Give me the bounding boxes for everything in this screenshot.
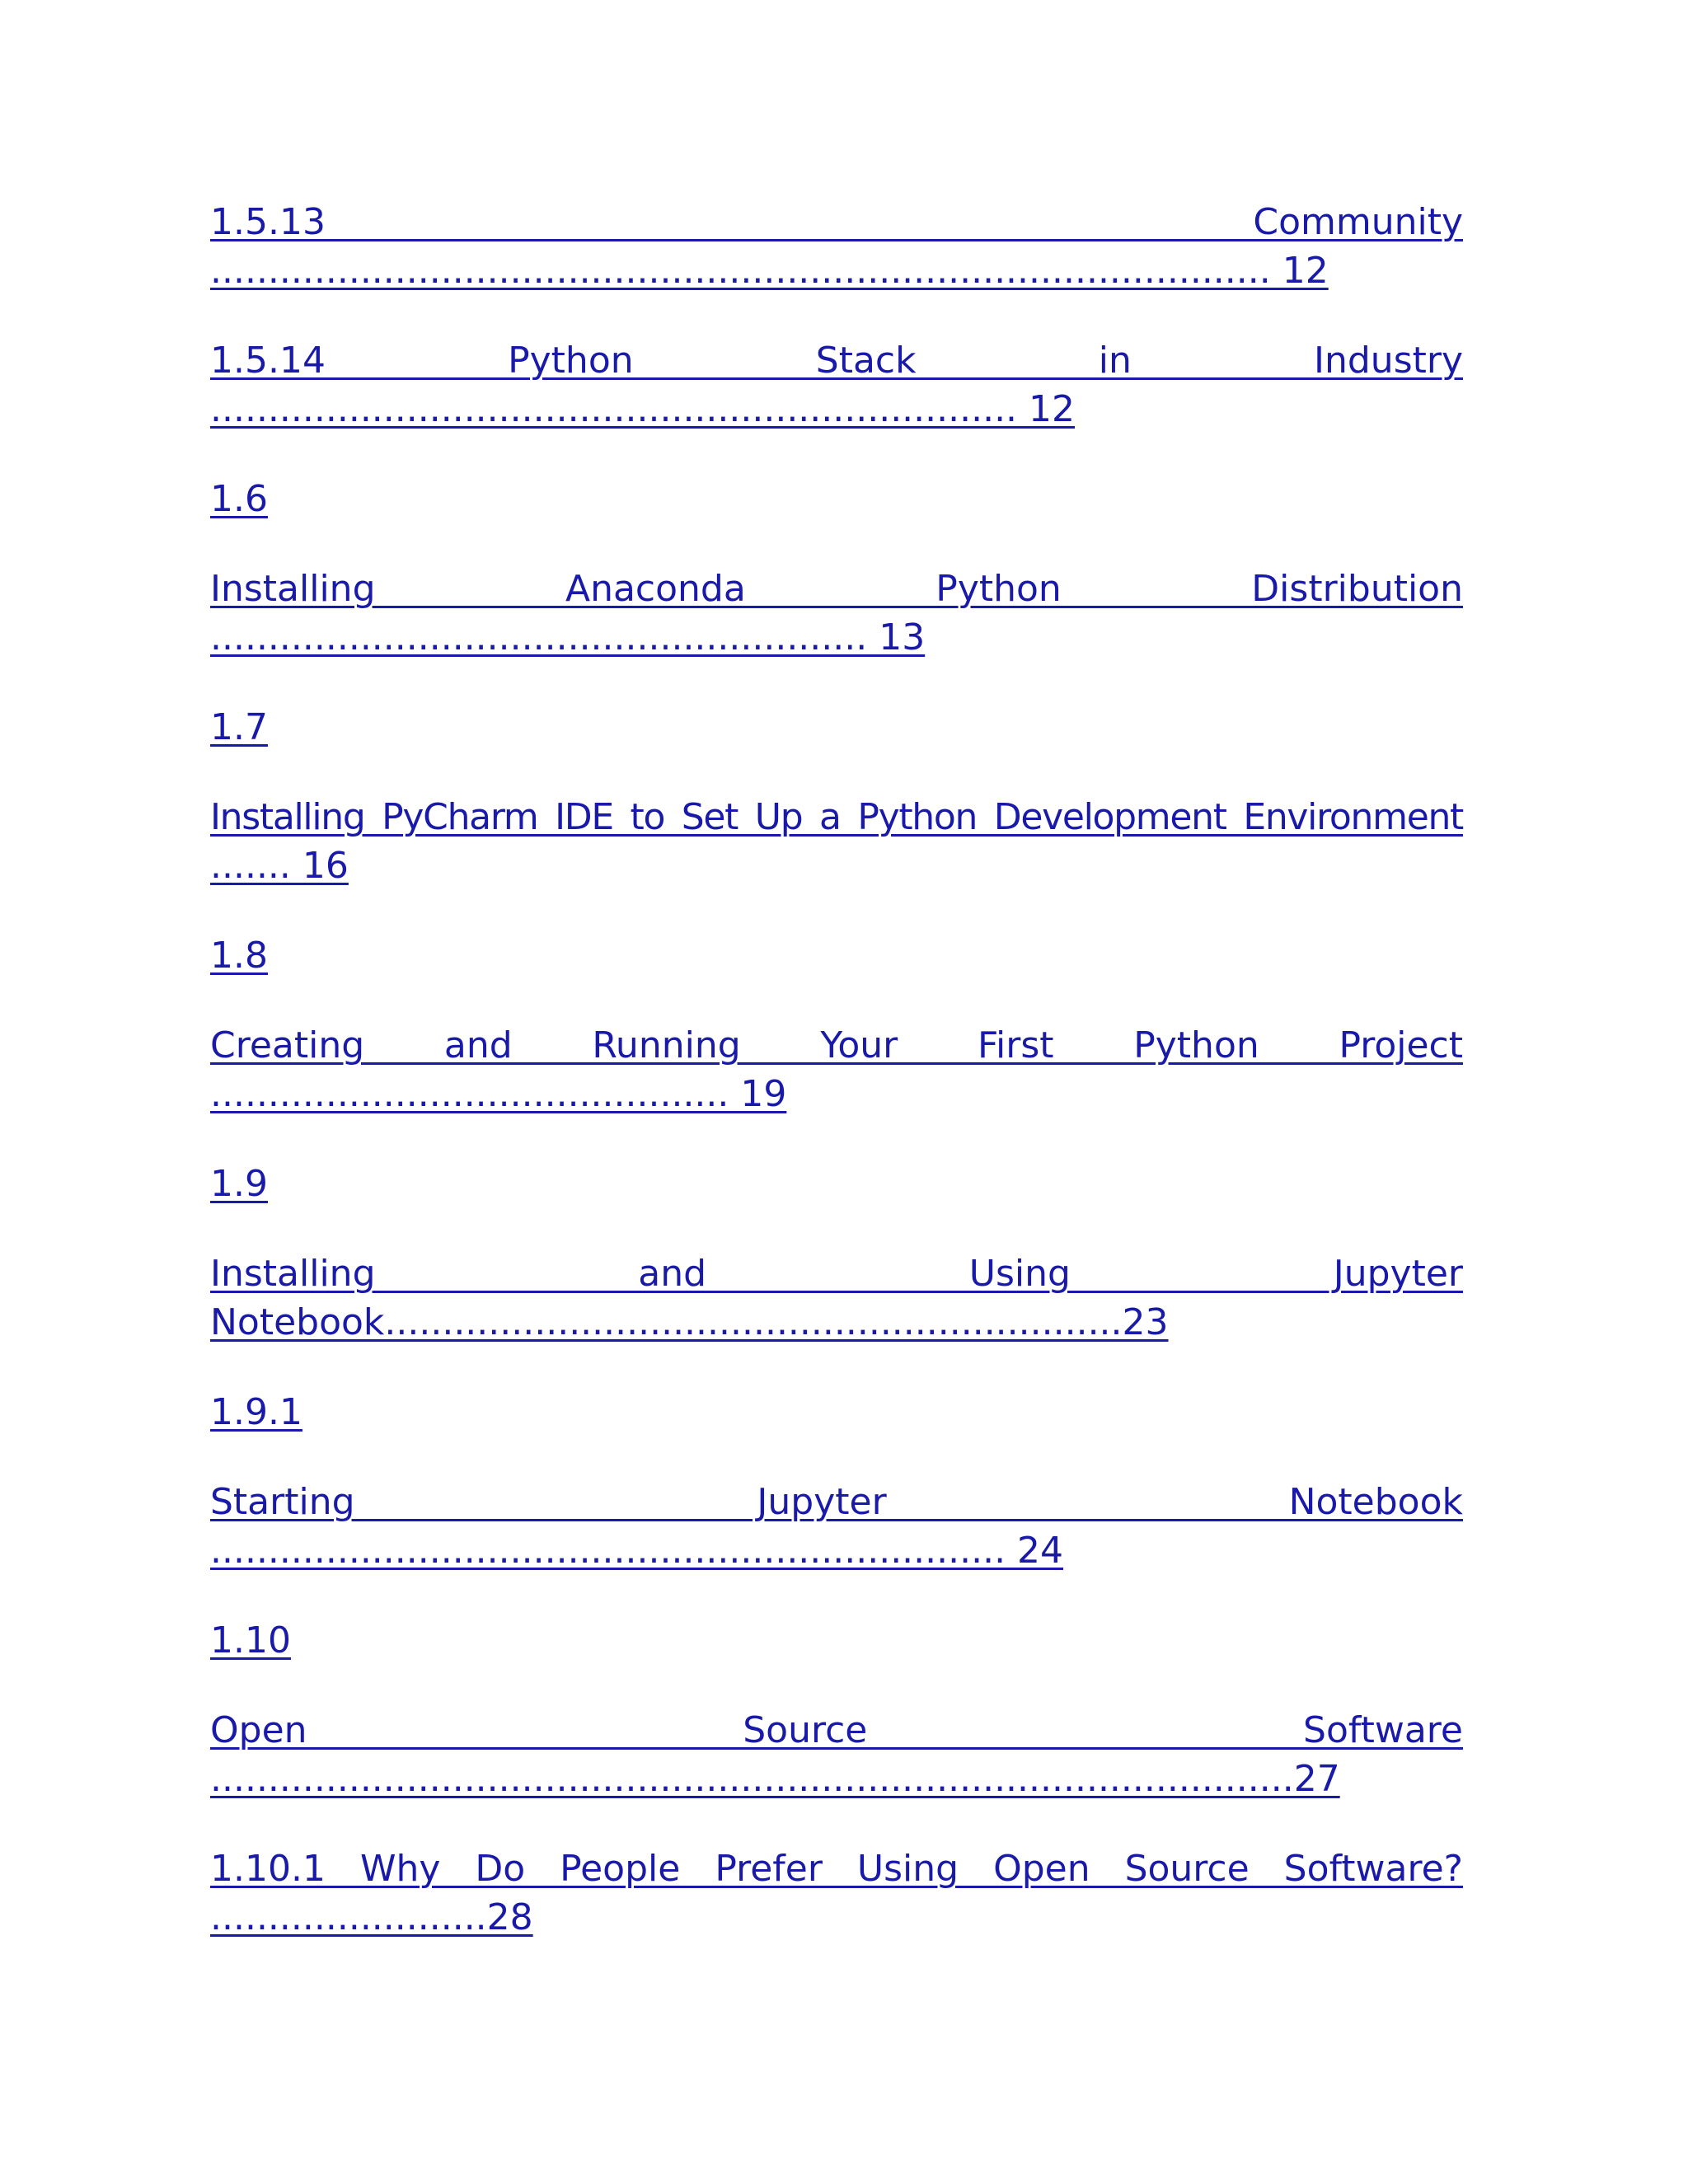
toc-entry-title[interactable]: Installing Anaconda Python Distribution xyxy=(210,568,1463,610)
toc-entry-leader-page[interactable]: ....... 16 xyxy=(210,845,349,887)
toc-section-number-1-10[interactable] xyxy=(210,1616,1463,1665)
toc-entry-leader-page[interactable]: Notebook................................................................23 xyxy=(210,1301,1169,1343)
toc-section-number[interactable]: 1.9.1 xyxy=(210,1391,302,1433)
toc-entry-leader-page[interactable]: ...................................................................... 12 xyxy=(210,388,1076,430)
toc-section-number-1-8[interactable] xyxy=(210,931,1463,980)
toc-entry-pycharm[interactable] xyxy=(210,793,1463,890)
toc-section-number[interactable]: 1.9 xyxy=(210,1163,268,1205)
toc-entry-title[interactable]: 1.5.14 Python Stack in Industry xyxy=(210,340,1463,382)
toc-entry-leader-page[interactable]: ......................................................... 13 xyxy=(210,616,926,658)
toc-section-number[interactable]: 1.8 xyxy=(210,935,268,977)
toc-entry-leader-page[interactable]: ............................................. 19 xyxy=(210,1073,787,1115)
toc-entry-title[interactable]: 1.5.13 Community xyxy=(210,201,1463,243)
toc-section-number[interactable]: 1.7 xyxy=(210,706,268,748)
toc-section-number[interactable]: 1.10 xyxy=(210,1619,291,1661)
toc-section-number-1-9-1[interactable] xyxy=(210,1388,1463,1436)
toc-entry-title[interactable]: Installing PyCharm IDE to Set Up a Python Development Environment xyxy=(210,796,1463,838)
toc-entry-leader-page[interactable]: ........................28 xyxy=(210,1896,533,1938)
toc-section-number[interactable]: 1.6 xyxy=(210,478,268,520)
table-of-contents xyxy=(210,198,1463,1983)
toc-entry-jupyter[interactable] xyxy=(210,1249,1463,1347)
toc-entry-title[interactable]: Installing and Using Jupyter xyxy=(210,1253,1463,1295)
toc-entry-title[interactable]: Creating and Running Your First Python Project xyxy=(210,1024,1463,1066)
toc-entry-title[interactable]: Starting Jupyter Notebook xyxy=(210,1481,1463,1523)
toc-entry-1-5-13[interactable] xyxy=(210,198,1463,295)
toc-entry-first-project[interactable] xyxy=(210,1021,1463,1118)
toc-entry-title[interactable]: Open Source Software xyxy=(210,1709,1463,1751)
toc-section-number-1-7[interactable] xyxy=(210,703,1463,752)
toc-entry-starting-jupyter[interactable] xyxy=(210,1478,1463,1575)
toc-section-number-1-6[interactable] xyxy=(210,475,1463,523)
toc-entry-1-5-14[interactable] xyxy=(210,336,1463,434)
toc-entry-leader-page[interactable]: ............................................................................................ 12 xyxy=(210,250,1329,292)
toc-entry-title[interactable]: 1.10.1 Why Do People Prefer Using Open Source Software? xyxy=(210,1848,1463,1890)
toc-entry-1-10-1[interactable] xyxy=(210,1844,1463,1942)
toc-section-number-1-9[interactable] xyxy=(210,1160,1463,1208)
toc-entry-open-source[interactable] xyxy=(210,1706,1463,1803)
toc-entry-leader-page[interactable]: ..............................................................................................27 xyxy=(210,1758,1340,1800)
toc-entry-anaconda[interactable] xyxy=(210,565,1463,662)
toc-entry-leader-page[interactable]: ..................................................................... 24 xyxy=(210,1530,1064,1572)
